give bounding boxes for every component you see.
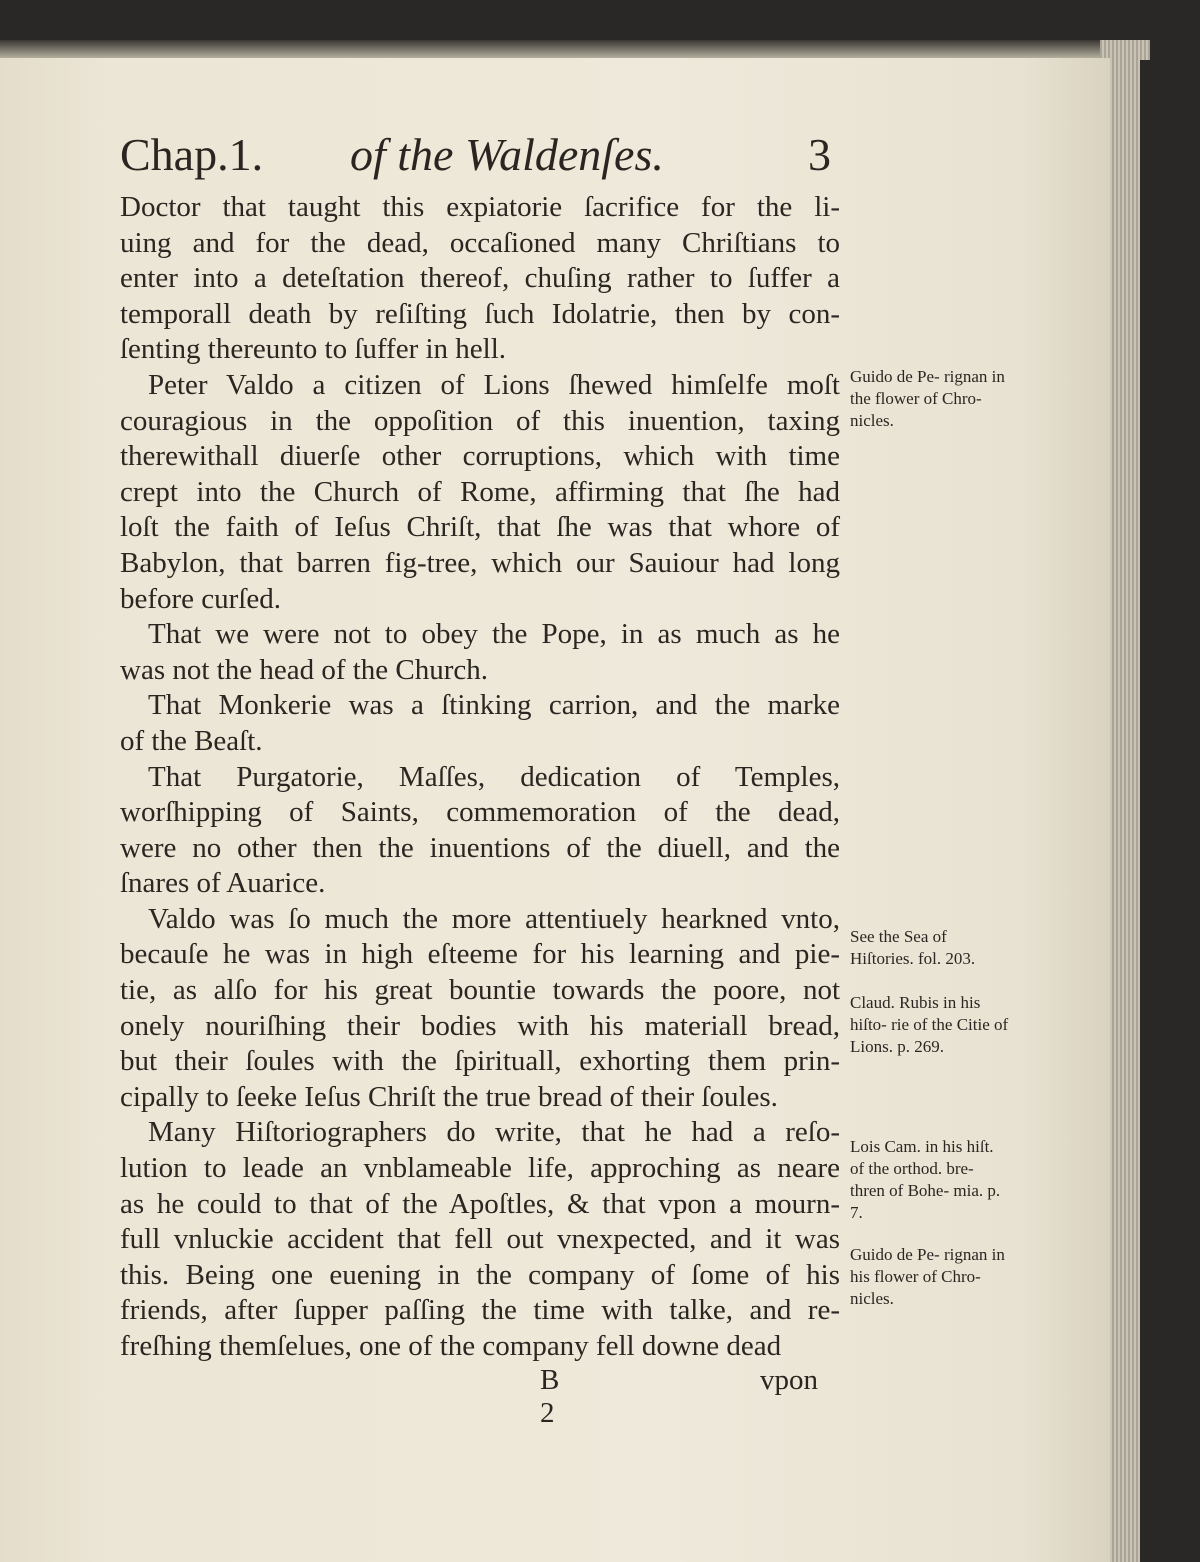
text-line: ſnares of Auarice. [120,867,326,900]
text-line: but their ſoules with the ſpirituall, exhorting them prin- [120,1045,840,1078]
text-line: were no other then the inuentions of the diuell, and the [120,831,840,864]
text-line: That we were not to obey the Pope, in as much as he [148,618,840,651]
text-line: That Monkerie was a ſtinking carrion, and the marke [148,689,840,722]
text-line: full vnluckie accident that fell out vnexpected, and it was [120,1223,840,1256]
text-line: of the Beaſt. [120,724,263,757]
body-text [120,190,840,1365]
text-line: therewithall diuerſe other corruptions, which with time [120,440,840,473]
signature-mark: B 2 [540,1364,560,1429]
text-line: before curſed. [120,582,282,615]
text-line: becauſe he was in high eſteeme for his learning and pie- [120,938,840,971]
text-line: enter into a deteſtation thereof, chuſing rather to ſuffer a [120,262,840,295]
text-line: as he could to that of the Apoſtles, & that vpon a mourn- [120,1187,840,1220]
background [1140,60,1200,1562]
margin-note: Claud. Rubis in his hiſto- rie of the Citie of Lions. p. 269. [850,993,1009,1056]
text-line: worſhipping of Saints, commemoration of the dead, [120,796,840,829]
text-line: Babylon, that barren fig-tree, which our Sauiour had long [120,546,840,579]
text-line: loſt the faith of Ieſus Chriſt, that ſhe was that whore of [120,511,840,544]
catchword: vpon [760,1364,818,1396]
page-number: 3 [808,129,831,180]
text-line: this. Being one euening in the company of ſome of his [120,1258,840,1291]
text-line: freſhing themſelues, one of the company fell downe dead [120,1330,782,1362]
text-line: Peter Valdo a citizen of Lions ſhewed himſelfe moſt [148,368,840,401]
text-line: couragious in the oppoſition of this inuention, taxing [120,404,840,437]
running-title: of the Waldenſes. [350,129,664,180]
text-line: cipally to ſeeke Ieſus Chriſt the true bread of their ſoules. [120,1080,778,1113]
text-line: ſenting thereunto to ſuffer in hell. [120,333,507,366]
text-line: was not the head of the Church. [120,653,489,686]
text-line: tie, as alſo for his great bountie towards the poore, not [120,974,840,1007]
text-line: friends, after ſupper paſſing the time with talke, and re- [120,1294,840,1327]
text-line: uing and for the dead, occaſioned many Chriſtians to [120,226,840,259]
text-line: Valdo was ſo much the more attentiuely hearkned vnto, [148,902,840,935]
text-line: That Purgatorie, Maſſes, dedication of Temples, [148,760,840,793]
margin-note: See the Sea of Hiſtories. fol. 203. [850,927,976,968]
margin-note: Guido de Pe- rignan in his flower of Chro- nicles. [850,1245,1005,1308]
text-line: Doctor that taught this expiatorie ſacrifice for the li- [120,191,840,223]
text-line: Many Hiſtoriographers do write, that he had a reſo- [148,1116,840,1149]
text-line: crept into the Church of Rome, affirming that ſhe had [120,475,840,508]
text-line: lution to leade an vnblameable life, approching as neare [120,1152,840,1185]
margin-note: Guido de Pe- rignan in the flower of Chro- nicles. [850,367,1005,430]
margin-note: Lois Cam. in his hiſt. of the orthod. bre- thren of Bohe- mia. p. 7. [850,1137,1001,1222]
text-line: onely nouriſhing their bodies with his materiall bread, [120,1009,840,1042]
chapter-heading: Chap.1. [120,129,264,180]
text-line: temporall death by reſiſting ſuch Idolatrie, then by con- [120,297,840,330]
